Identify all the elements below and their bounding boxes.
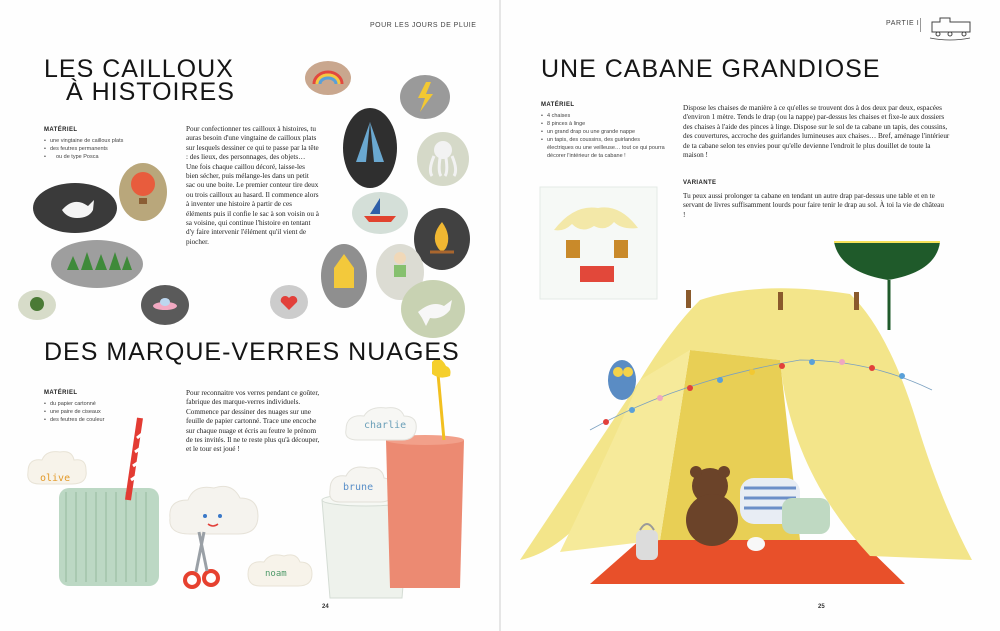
materials-label: MATÉRIEL: [44, 127, 78, 133]
stone-teepee: [343, 108, 397, 188]
stone-house: [321, 244, 367, 308]
list-item: • ou de type Posca: [44, 153, 164, 161]
stone-horse: [401, 280, 465, 338]
page-number-right: 25: [818, 604, 825, 610]
list-item: • 8 pinces à linge: [541, 120, 666, 128]
list-item: • des feutres de couleur: [44, 416, 164, 424]
stone-lightning: [400, 75, 450, 119]
stone-turtle: [18, 290, 56, 320]
stone-octopus: [417, 132, 469, 186]
train-icon: [930, 18, 970, 40]
stone-rainbow: [305, 61, 351, 95]
section-body: Pour reconnaitre vos verres pendant ce goûter, fabrique des marque-verres individuels. Commence par dessiner des nuages sur une feuille de papier cartonné. Trace une encoche sur chaque nuage et écris au feutre le prénom de tes invités. Il ne te reste plus qu'à découper, et le tour est joué !: [186, 389, 320, 454]
stone-fire: [414, 208, 470, 270]
stone-ufo: [141, 285, 189, 325]
cloud-label-brune: brune: [343, 482, 374, 493]
stone-balloon: [119, 163, 167, 221]
section-body: Dispose les chaises de manière à ce qu'elles se trouvent dos à dos deux par deux, espacées d'environ 1 mètre. Tends le drap (ou la nappe) par-dessus les chaises et fixe-le aux dossiers des chaises à l'aide des pinces à linge. Dispose sur le sol de ta cabane un tapis, des coussins, des couvertures, accroche des guirlandes lumineuses aux chaises… Bref, aménage l'intérieur de ta cabane selon tes envies pour qu'elle devienne l'endroit le plus douillet de toute la maison !: [683, 104, 950, 160]
stone-heart: [270, 285, 308, 319]
section-title-line1: LES CAILLOUX: [44, 55, 234, 83]
scissors-icon: [185, 532, 218, 587]
variant-label: VARIANTE: [683, 180, 717, 186]
cloud-label-olive: olive: [40, 473, 71, 484]
cloud-label-charlie: charlie: [364, 420, 407, 431]
cloud-label-noam: noam: [265, 569, 287, 579]
stone-trees: [51, 240, 143, 288]
materials-label: MATÉRIEL: [44, 390, 78, 396]
page-number-left: 24: [322, 604, 329, 610]
list-item: • un grand drap ou une grande nappe: [541, 128, 666, 136]
pink-cup: [386, 359, 464, 588]
section-title-line2: À HISTOIRES: [66, 78, 235, 106]
materials-list: [541, 112, 666, 160]
variant-body: Tu peux aussi prolonger ta cabane en tendant un autre drap par-dessus une table et en te servant de livres suffisamment lourds pour faire tenir le drap au sol. À toi la vie de château !: [683, 192, 944, 219]
list-item: • un tapis, des coussins, des guirlandes électriques ou une veilleuse… tout ce qui pourra décorer l'intérieur de ta cabane !: [541, 136, 666, 160]
list-item: • une vingtaine de cailloux plats: [44, 137, 164, 145]
section-title: UNE CABANE GRANDIOSE: [541, 55, 881, 83]
materials-label: MATÉRIEL: [541, 102, 575, 108]
part-label: PARTIE I: [886, 20, 920, 27]
running-title: POUR LES JOURS DE PLUIE: [370, 22, 477, 29]
list-item: • du papier cartonné: [44, 400, 164, 408]
chairs-sheet-illustration: [540, 187, 657, 299]
list-item: • des feutres permanents: [44, 145, 164, 153]
header-divider: [920, 18, 921, 32]
list-item: • 4 chaises: [541, 112, 666, 120]
list-item: • une paire de ciseaux: [44, 408, 164, 416]
green-cup: [59, 418, 159, 586]
section-title: DES MARQUE-VERRES NUAGES: [44, 338, 460, 366]
section-body: Pour confectionner tes cailloux à histoires, tu auras besoin d'une vingtaine de cailloux plats sur lesquels dessiner ce qui te passe par la tête : des lieux, des personnages, des objets… Une fois chaque caillou décoré, laisse-les bien sécher, puis mélange-les dans un petit sac ou une boite. Le premier conteur tire deux ou trois cailloux au hasard. Il commence alors à inventer une histoire à partir de ces éléments puis il confie le sac à son voisin ou à sa voisine, qui continue l'histoire en tentant d'y faire intervenir l'élément qu'il vient de piocher.: [186, 125, 319, 246]
materials-list: [44, 137, 164, 161]
materials-list: [44, 400, 164, 424]
cloud-face: [170, 486, 258, 534]
stone-boat: [352, 192, 408, 234]
stone-fox: [33, 183, 117, 233]
